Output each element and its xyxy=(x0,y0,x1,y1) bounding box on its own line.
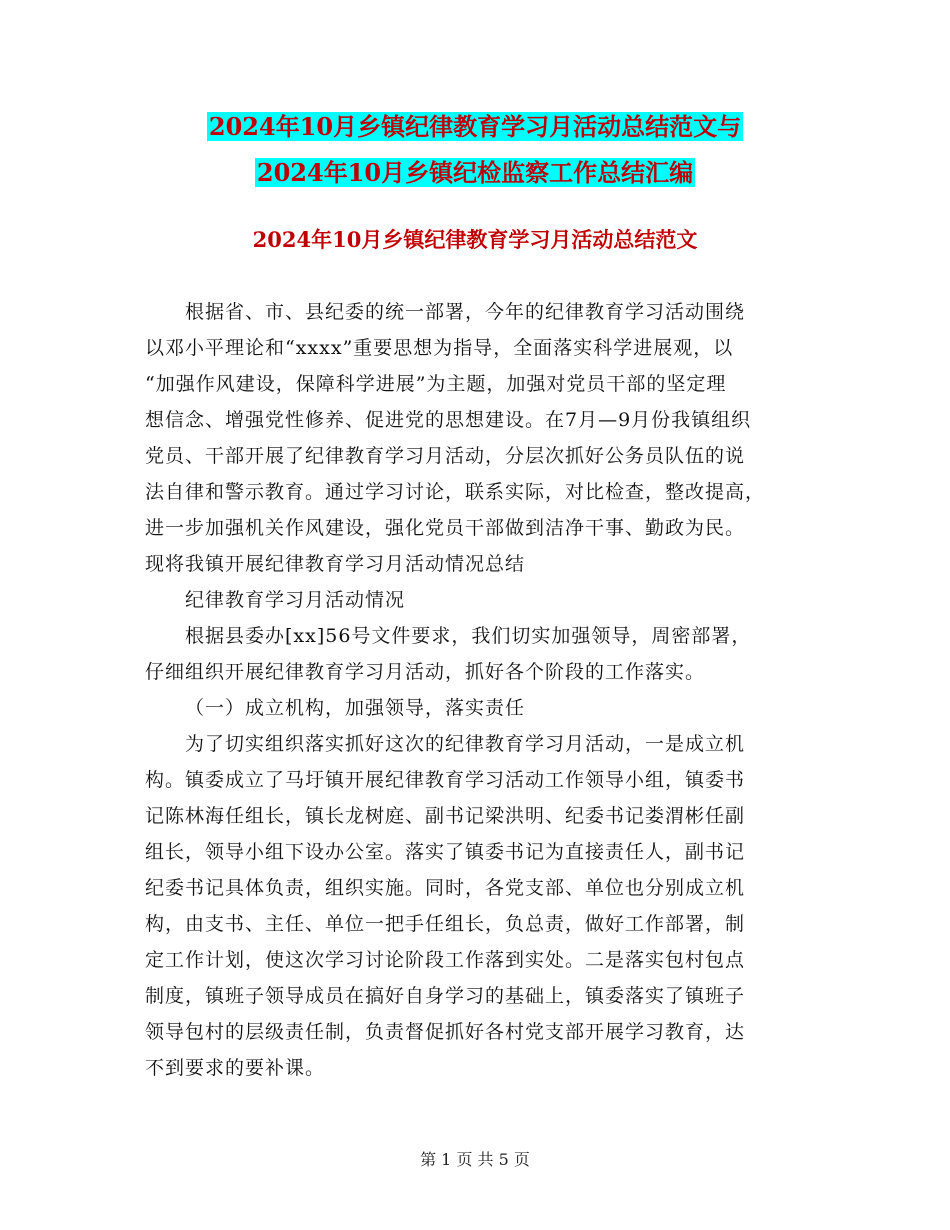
text-line: 记陈林海任组长，镇长龙树庭、副书记梁洪明、纪委书记娄渭彬任副 xyxy=(145,805,746,827)
text-line: 制度，镇班子领导成员在搞好自身学习的基础上，镇委落实了镇班子 xyxy=(145,985,746,1007)
text-line: 根据县委办[xx]56号文件要求，我们切实加强领导，周密部署， xyxy=(185,625,752,647)
text-line: 领导包村的层级责任制，负责督促抓好各村党支部开展学习教育，达 xyxy=(145,1021,746,1043)
page-number-footer: 第 1 页 共 5 页 xyxy=(420,1150,530,1169)
text-line: 以邓小平理论和“xxxx”重要思想为指导，全面落实科学进展观，以 xyxy=(145,337,734,359)
text-line: 不到要求的要补课。 xyxy=(145,1057,326,1079)
text-line: 纪委书记具体负责，组织实施。同时，各党支部、单位也分别成立机 xyxy=(145,877,746,899)
text-line: 进一步加强机关作风建设，强化党员干部做到洁净干事、勤政为民。 xyxy=(145,517,746,539)
text-line: 组长，领导小组下设办公室。落实了镇委书记为直接责任人，副书记 xyxy=(145,841,746,863)
text-line: 现将我镇开展纪律教育学习月活动情况总结 xyxy=(145,553,526,575)
document-title-line-1-wrap xyxy=(0,108,950,146)
text-line: 定工作计划，使这次学习讨论阶段工作落到实处。二是落实包村包点 xyxy=(145,949,746,971)
text-line: 党员、干部开展了纪律教育学习月活动，分层次抓好公务员队伍的说 xyxy=(145,445,746,467)
document-title-line-1: 2024年10月乡镇纪律教育学习月活动总结范文与 xyxy=(208,112,742,141)
text-line: 法自律和警示教育。通过学习讨论，联系实际，对比检查，整改提高， xyxy=(145,481,766,503)
text-line: 为了切实组织落实抓好这次的纪律教育学习月活动，一是成立机 xyxy=(185,733,746,755)
text-line: 构。镇委成立了马圩镇开展纪律教育学习活动工作领导小组，镇委书 xyxy=(145,769,746,791)
subheading-line: 纪律教育学习月活动情况 xyxy=(185,589,406,611)
text-line: 根据省、市、县纪委的统一部署，今年的纪律教育学习活动围绕 xyxy=(185,301,746,323)
text-line: 构，由支书、主任、单位一把手任组长，负总责，做好工作部署，制 xyxy=(145,913,746,935)
text-line: 仔细组织开展纪律教育学习月活动，抓好各个阶段的工作落实。 xyxy=(145,661,706,683)
body-text xyxy=(145,294,810,1086)
document-title-line-2-wrap xyxy=(0,154,950,192)
subheading-line: （一）成立机构，加强领导，落实责任 xyxy=(185,697,526,719)
text-line: “加强作风建设，保障科学进展”为主题，加强对党员干部的坚定理 xyxy=(145,373,727,395)
text-line: 想信念、增强党性修养、促进党的思想建设。在7月—9月份我镇组织 xyxy=(145,409,752,431)
document-title-line-2: 2024年10月乡镇纪检监察工作总结汇编 xyxy=(256,158,694,187)
section-title: 2024年10月乡镇纪律教育学习月活动总结范文 xyxy=(252,227,698,252)
